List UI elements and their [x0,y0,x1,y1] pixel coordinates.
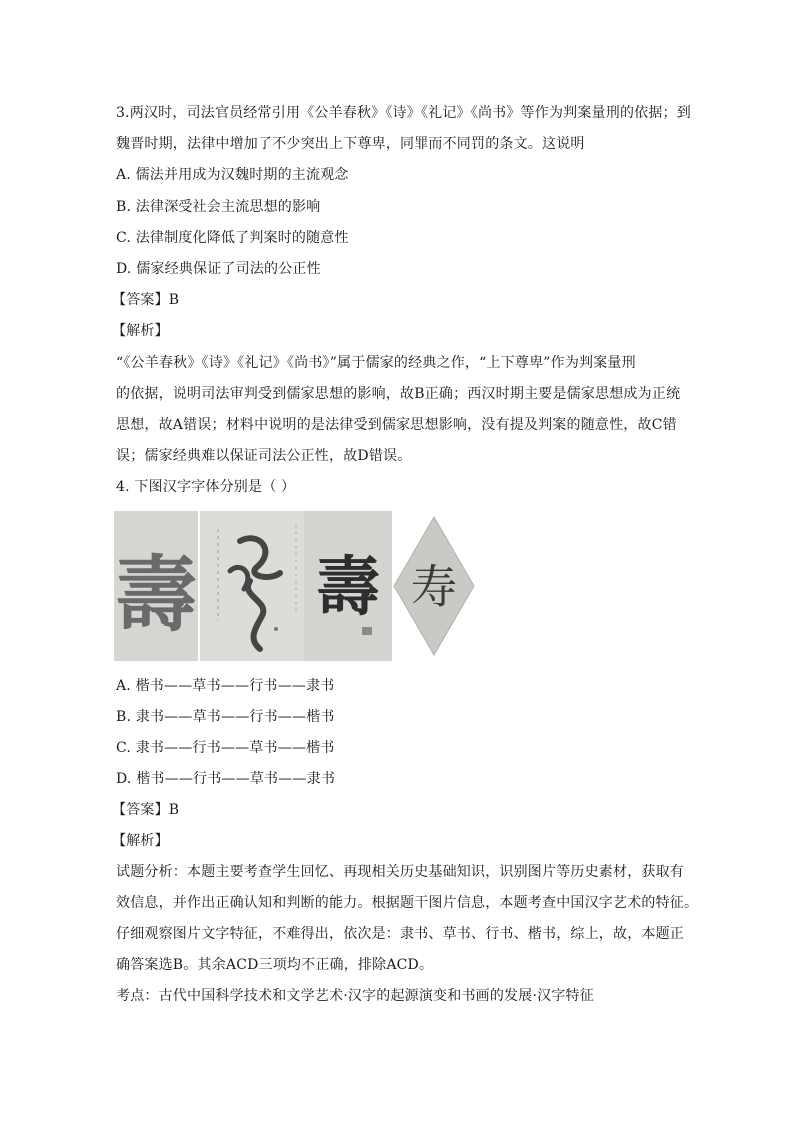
q3-option-b: B. 法律深受社会主流思想的影响 [116,199,321,215]
glyph-running: 壽 [316,550,380,625]
q4-stem: 4. 下图汉字字体分别是（ ） [116,479,296,495]
q3-option-c: C. 法律制度化降低了判案时的随意性 [116,230,349,246]
q3-analysis-line-1: “《公羊春秋》《诗》《礼记》《尚书》”属于儒家的经典之作，“上下尊卑”作为判案量刑 [116,355,636,371]
q3-analysis-line-2: 的依据，说明司法审判受到儒家思想的影响，故B正确；西汉时期主要是儒家思想成为正统 [116,386,681,402]
calligraphy-panel-running [304,511,392,661]
q3-option-d: D. 儒家经典保证了司法的公正性 [116,261,321,277]
q3-analysis-label: 【解析】 [112,323,169,339]
q4-kaodian: 考点：古代中国科学技术和文学艺术·汉字的起源演变和书画的发展·汉字特征 [116,988,594,1004]
q4-analysis-label: 【解析】 [112,833,169,849]
q4-analysis-line-1: 试题分析：本题主要考查学生回忆、再现相关历史基础知识，识别图片等历史素材，获取有 [116,864,684,880]
q3-analysis-line-3: 思想，故A错误；材料中说明的是法律受到儒家思想影响，没有提及判案的随意性，故C错 [116,417,677,433]
q3-analysis-line-4: 误；儒家经典难以保证司法公正性，故D错误。 [116,448,412,464]
q3-answer: 【答案】B [112,292,180,308]
q4-analysis-line-3: 仔细观察图片文字特征，不难得出，依次是：隶书、草书、行书、楷书，综上，故，本题正 [116,926,684,942]
calligraphy-panel-regular [392,511,476,661]
calligraphy-panel-clerical [114,511,198,661]
q3-stem-line-1: 3.两汉时，司法官员经常引用《公羊春秋》《诗》《礼记》《尚书》等作为判案量刑的依据；到 [116,105,691,121]
q4-option-b: B. 隶书——草书——行书——楷书 [116,709,335,725]
q4-option-a: A. 楷书——草书——行书——隶书 [116,678,335,694]
q3-stem-line-2: 魏晋时期，法律中增加了不少突出上下尊卑，同罪而不同罚的条文。这说明 [116,136,585,152]
q4-analysis-line-2: 效信息，并作出正确认知和判断的能力。根据题干图片信息，本题考查中国汉字艺术的特征。 [116,895,699,911]
glyph-clerical: 壽 [114,547,198,643]
q4-option-c: C. 隶书——行书——草书——楷书 [116,740,335,756]
q3-option-a: A. 儒法并用成为汉魏时期的主流观念 [116,167,349,183]
calligraphy-panel-cursive [200,511,312,661]
glyph-regular: 寿 [411,560,457,614]
calligraphy-image [114,511,476,661]
q4-option-d: D. 楷书——行书——草书——隶书 [116,771,336,787]
q4-analysis-line-4: 确答案选B。其余ACD三项均不正确，排除ACD。 [116,957,434,973]
q4-answer: 【答案】B [112,802,180,818]
